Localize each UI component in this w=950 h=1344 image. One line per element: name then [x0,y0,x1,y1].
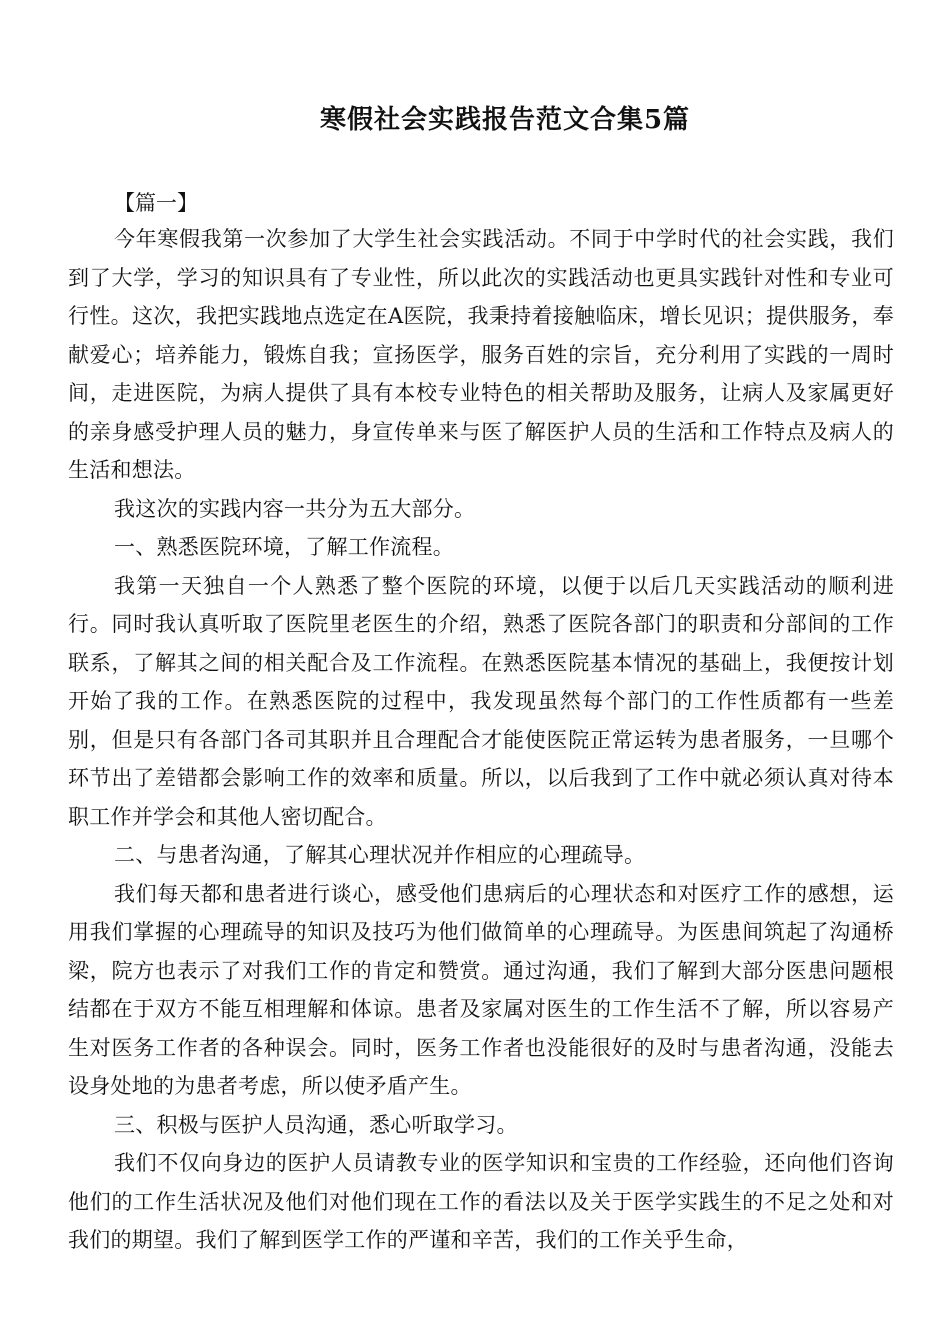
section-label: 【篇一】 [114,191,198,215]
paragraph-part-two: 我们每天都和患者进行谈心，感受他们患病后的心理状态和对医疗工作的感想，运用我们掌握的心理疏导的知识及技巧为他们做简单的心理疏导。为医患间筑起了沟通桥梁，院方也表示了对我们工作的肯定和赞赏。通过沟通，我们了解到大部分医患问题根结都在于双方不能互相理解和体谅。患者及家属对医生的工作生活不了解，所以容易产生对医务工作者的各种误会。同时，医务工作者也没能很好的及时与患者沟通，没能去设身处地的为患者考虑，所以使矛盾产生。 [68,881,894,1098]
paragraph-intro: 今年寒假我第一次参加了大学生社会实践活动。不同于中学时代的社会实践，我们到了大学，学习的知识具有了专业性，所以此次的实践活动也更具实践针对性和专业可行性。这次，我把实践地点选定在A医院，我秉持着接触临床，增长见识；提供服务，奉献爱心；培养能力，锻炼自我；宣扬医学，服务百姓的宗旨，充分利用了实践的一周时间，走进医院，为病人提供了具有本校专业特色的相关帮助及服务，让病人及家属更好的亲身感受护理人员的魅力，身宣传单来与医了解医护人员的生活和工作特点及病人的生活和想法。 [68,227,894,482]
document-title: 寒假社会实践报告范文合集5篇 [319,105,691,135]
paragraph-overview: 我这次的实践内容一共分为五大部分。 [114,496,476,521]
subheading-part-one: 一、熟悉医院环境，了解工作流程。 [114,535,454,559]
subheading-part-three: 三、积极与医护人员沟通，悉心听取学习。 [114,1112,518,1137]
paragraph-part-three: 我们不仅向身边的医护人员请教专业的医学知识和宝贵的工作经验，还向他们咨询他们的工作生活状况及他们对他们现在工作的看法以及关于医学实践生的不足之处和对我们的期望。我们了解到医学工作的严谨和辛苦，我们的工作关乎生命， [68,1151,894,1252]
paragraph-part-one: 我第一天独自一个人熟悉了整个医院的环境，以便于以后几天实践活动的顺利进行。同时我认真听取了医院里老医生的介绍，熟悉了医院各部门的职责和分部间的工作联系，了解其之间的相关配合及工作流程。在熟悉医院基本情况的基础上，我便按计划开始了我的工作。在熟悉医院的过程中，我发现虽然每个部门的工作性质都有一些差别，但是只有各部门各司其职并且合理配合才能使医院正常运转为患者服务，一旦哪个环节出了差错都会影响工作的效率和质量。所以，以后我到了工作中就必须认真对待本职工作并学会和其他人密切配合。 [68,573,894,829]
subheading-part-two: 二、与患者沟通，了解其心理状况并作相应的心理疏导。 [114,843,646,867]
document-body [68,186,894,1260]
